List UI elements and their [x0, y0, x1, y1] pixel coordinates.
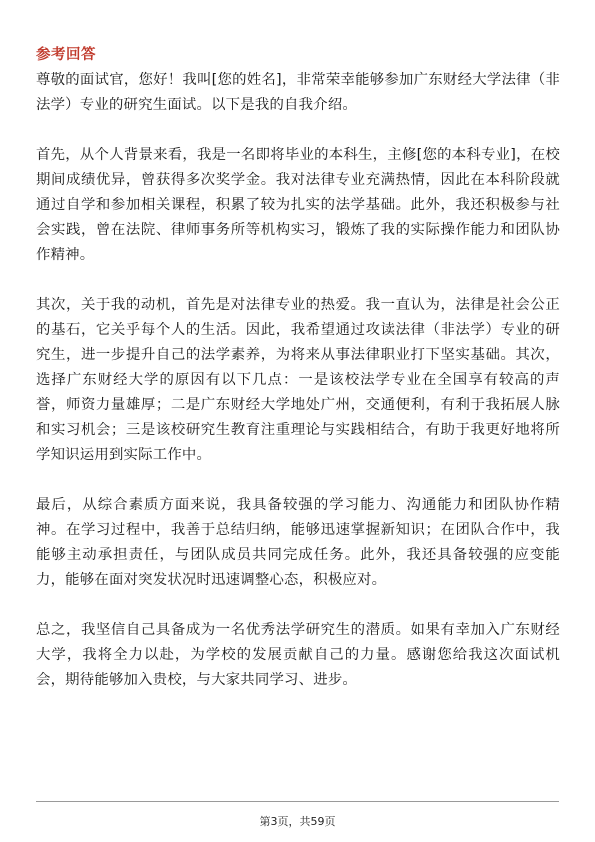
- answer-body: [36, 68, 560, 718]
- paragraph-intro: 尊敬的面试官，您好！我叫[您的姓名]，非常荣幸能够参加广东财经大学法律（非法学）专业的研究生面试。以下是我的自我介绍。: [36, 72, 560, 113]
- paragraph-qualities: 最后，从综合素质方面来说，我具备较强的学习能力、沟通能力和团队协作精神。在学习过程中，我善于总结归纳，能够迅速掌握新知识；在团队合作中，我能够主动承担责任，与团队成员共同完成任务。此外，我还具备较强的应变能力，能够在面对突发状况时迅速调整心态，积极应对。: [36, 497, 560, 588]
- paragraph-background: 首先，从个人背景来看，我是一名即将毕业的本科生，主修[您的本科专业]，在校期间成绩优异，曾获得多次奖学金。我对法律专业充满热情，因此在本科阶段就通过自学和参加相关课程，积累了较为扎实的法学基础。此外，我还积极参与社会实践，曾在法院、律师事务所等机构实习，锻炼了我的实际操作能力和团队协作精神。: [36, 147, 560, 263]
- section-heading: 参考回答: [36, 47, 96, 63]
- paragraph-motivation: 其次，关于我的动机，首先是对法律专业的热爱。我一直认为，法律是社会公正的基石，它关乎每个人的生活。因此，我希望通过攻读法律（非法学）专业的研究生，进一步提升自己的法学素养，为将来从事法律职业打下坚实基础。其次，选择广东财经大学的原因有以下几点：一是该校法学专业在全国享有较高的声誉，师资力量雄厚；二是广东财经大学地处广州，交通便利，有利于我拓展人脉和实习机会；三是该校研究生教育注重理论与实践相结合，有助于我更好地将所学知识运用到实际工作中。: [36, 297, 560, 463]
- footer-divider: [36, 801, 559, 802]
- page-number: 第3页，共59页: [259, 815, 336, 828]
- paragraph-conclusion: 总之，我坚信自己具备成为一名优秀法学研究生的潜质。如果有幸加入广东财经大学，我将全力以赴，为学校的发展贡献自己的力量。感谢您给我这次面试机会，期待能够加入贵校，与大家共同学习、进步。: [36, 622, 560, 688]
